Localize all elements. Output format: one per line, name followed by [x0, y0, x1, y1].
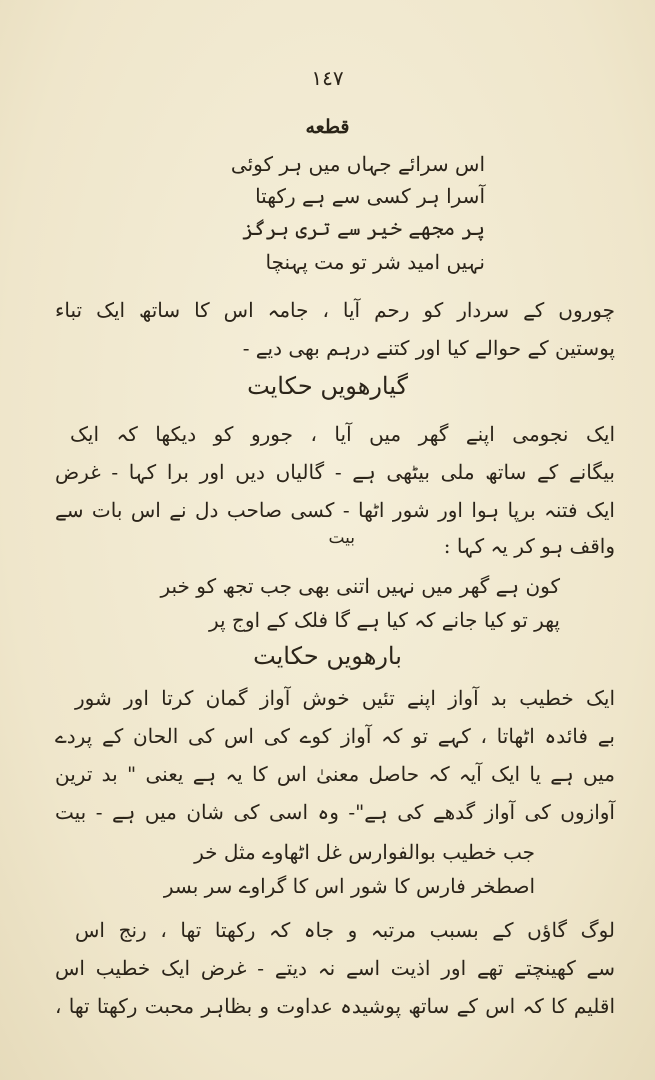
hikayat-12-heading: بارھویں حکایت — [253, 642, 402, 670]
hikayat-11-line-2: بیگانے کے ساتھ ملی بیٹھی ہے - گالیاں دیں اور برا کہا - غرض — [55, 460, 615, 484]
hikayat-12-line-3: میں ہے یا ایک آیہ کہ حاصل معنیٰ اس کا یہ ہے یعنی " بد ترین — [55, 762, 615, 786]
hikayat-11-heading: گیارھویں حکایت — [247, 372, 408, 400]
hikayat-11-verse-1: کون ہے گھر میں نہیں اتنی بھی جب تجھ کو خبر — [160, 574, 560, 598]
para1-line-2: پوستین کے حوالے کیا اور کتنے درہم بھی دیے - — [242, 336, 615, 360]
hikayat-11-verse-2: پھر تو کیا جانے کہ کیا ہے گا فلک کے اوج پر — [208, 608, 560, 632]
hikayat-12-closing-2: سے کھینچتے تھے اور اذیت اسے نہ دیتے - غرض ایک خطیب اس — [55, 956, 615, 980]
hikayat-12-line-2: بے فائدہ اٹھاتا ، کہے تو کہ آواز کوے کی اس کی الحان کے پردے — [55, 724, 615, 748]
hikayat-12-closing-3: اقلیم کا کہ اس کے ساتھ پوشیدہ عداوت و بظاہر محبت رکھتا تھا ، — [55, 994, 615, 1018]
hikayat-11-line-1: ایک نجومی اپنے گھر میں آیا ، جورو کو دیکھا کہ ایک — [70, 422, 615, 446]
hikayat-12-verse-2: اصطخر فارس کا شور اس کا گراوے سر بسر — [163, 874, 535, 898]
bait-label: بیت — [328, 528, 355, 548]
hikayat-12-line-1: ایک خطیب بد آواز اپنے تئیں خوش آواز گمان کرتا اور شور — [75, 686, 615, 710]
qita-heading: قطعه — [305, 116, 350, 138]
hikayat-12-closing-1: لوگ گاؤں کے بسبب مرتبہ و جاہ کہ رکھتا تھا ، رنج اس — [75, 918, 615, 942]
hikayat-12-verse-1: جب خطیب بوالفوارس غل اٹھاوے مثل خر — [194, 840, 535, 864]
hikayat-12-line-4: آوازوں کی آواز گدھے کی ہے"- وہ اسی کی شان میں ہے - بیت — [55, 800, 615, 824]
page-number: ١٤٧ — [311, 66, 344, 90]
qita-verse-1: اس سرائے جہاں میں ہر کوئی — [230, 152, 485, 176]
para1-line-1: چوروں کے سردار کو رحم آیا ، جامہ اس کا ساتھ ایک تباء — [55, 298, 615, 322]
qita-verse-3: پر مجھے خیر سے تری ہرگز — [242, 216, 485, 240]
hikayat-11-line-3: ایک فتنہ برپا ہوا اور شور اٹھا - کسی صاحب دل نے اس بات سے — [55, 498, 615, 522]
qita-verse-4: نہیں امید شر تو مت پہنچا — [265, 250, 485, 274]
qita-verse-2: آسرا ہر کسی سے ہے رکھتا — [255, 184, 485, 208]
hikayat-11-line-4: واقف ہو کر یہ کہا : — [443, 534, 615, 558]
